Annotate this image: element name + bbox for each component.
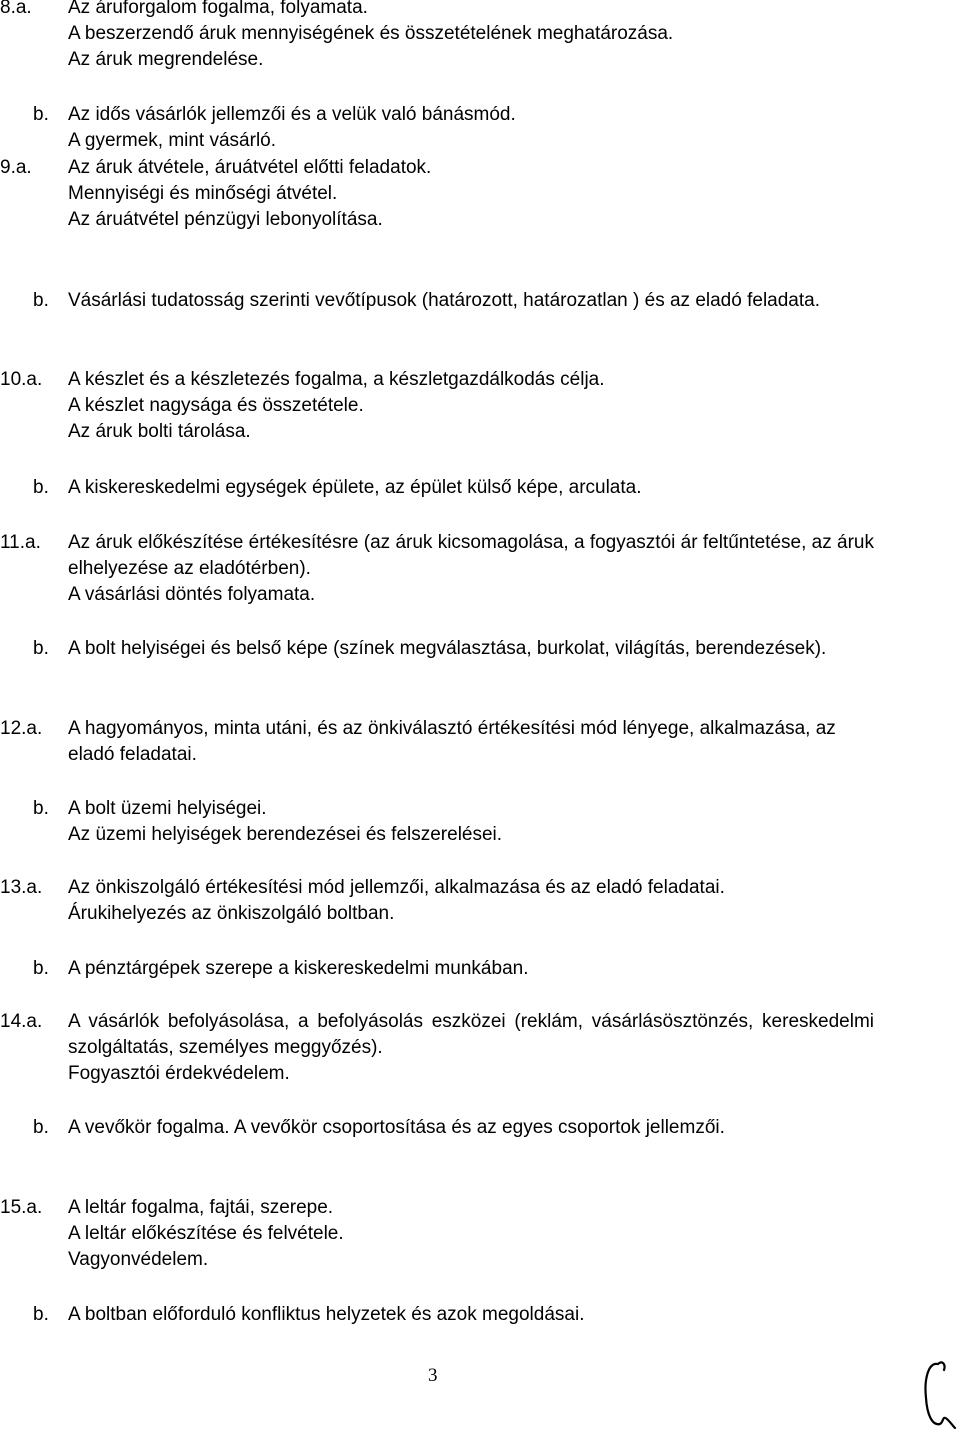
item-line: Az áruforgalom fogalma, folyamata. <box>68 0 368 18</box>
item-body <box>68 155 874 233</box>
item-number: b. <box>33 104 49 125</box>
item-number: b. <box>33 290 49 311</box>
item-line: A gyermek, mint vásárló. <box>68 130 277 151</box>
item-body <box>68 716 874 768</box>
item-body <box>68 796 874 848</box>
item-line: Az idős vásárlók jellemzői és a velük való bánásmód. <box>68 104 516 125</box>
item-line: Az áruk előkészítése értékesítésre (az áruk kicsomagolása, a fogyasztói ár feltűntetése, az áruk elhelyezése az eladótérben). <box>68 532 874 579</box>
item-line: Az üzemi helyiségek berendezései és felszerelései. <box>68 824 503 845</box>
item-number: b. <box>33 958 49 979</box>
item-body <box>68 367 874 445</box>
page-number: 3 <box>428 1365 438 1386</box>
item-line: Az áruk megrendelése. <box>68 49 264 70</box>
item-line: Mennyiségi és minőségi átvétel. <box>68 183 338 204</box>
item-body <box>68 102 874 154</box>
item-line: Vagyonvédelem. <box>68 1249 209 1270</box>
item-line: Az áruátvétel pénzügyi lebonyolítása. <box>68 209 383 230</box>
item-line: Az áruk bolti tárolása. <box>68 421 251 442</box>
item-body <box>68 1009 874 1087</box>
item-number: b. <box>33 1117 49 1138</box>
item-body <box>68 1195 874 1273</box>
item-line: A hagyományos, minta utáni, és az önkiválasztó értékesítési mód lényege, alkalmazása, az eladó feladatai. <box>68 718 836 765</box>
item-number: b. <box>33 638 49 659</box>
item-body <box>68 956 874 982</box>
item-line: A boltban előforduló konfliktus helyzetek és azok megoldásai. <box>68 1304 585 1325</box>
item-number: 14.a. <box>0 1011 43 1032</box>
item-number: 12.a. <box>0 718 43 739</box>
item-line: A bolt helyiségei és belső képe (színek megválasztása, burkolat, világítás, berendezések). <box>68 638 827 659</box>
item-number: 13.a. <box>0 877 43 898</box>
item-line: A vásárlási döntés folyamata. <box>68 584 316 605</box>
item-number: 9.a. <box>0 157 32 178</box>
item-line: A leltár előkészítése és felvétele. <box>68 1223 344 1244</box>
item-line: A vásárlók befolyásolása, a befolyásolás eszközei (reklám, vásárlásösztönzés, kereskedelmi szolgáltatás, személyes meggyőzés). <box>68 1011 874 1058</box>
item-line: Az önkiszolgáló értékesítési mód jellemzői, alkalmazása és az eladó feladatai. <box>68 877 725 898</box>
item-body <box>68 0 874 73</box>
item-number: 8.a. <box>0 0 32 18</box>
item-body <box>68 475 874 501</box>
item-body <box>68 875 874 927</box>
item-line: A bolt üzemi helyiségei. <box>68 798 267 819</box>
item-number: b. <box>33 477 49 498</box>
item-body <box>68 1302 874 1328</box>
signature-mark <box>918 1356 958 1432</box>
item-line: Vásárlási tudatosság szerinti vevőtípusok (határozott, határozatlan ) és az eladó feladata. <box>68 290 820 311</box>
item-body <box>68 288 874 314</box>
item-line: Árukihelyezés az önkiszolgáló boltban. <box>68 903 395 924</box>
item-number: b. <box>33 1304 49 1325</box>
item-number: 11.a. <box>0 532 41 553</box>
item-line: A leltár fogalma, fajtái, szerepe. <box>68 1197 334 1218</box>
item-number: 10.a. <box>0 369 43 390</box>
item-number: 15.a. <box>0 1197 43 1218</box>
item-line: A beszerzendő áruk mennyiségének és összetételének meghatározása. <box>68 23 674 44</box>
item-line: A kiskereskedelmi egységek épülete, az épület külső képe, arculata. <box>68 477 642 498</box>
item-body <box>68 530 874 608</box>
item-line: A vevőkör fogalma. A vevőkör csoportosítása és az egyes csoportok jellemzői. <box>68 1117 725 1138</box>
item-line: A készlet nagysága és összetétele. <box>68 395 364 416</box>
item-line: Fogyasztói érdekvédelem. <box>68 1063 290 1084</box>
item-line: A pénztárgépek szerepe a kiskereskedelmi munkában. <box>68 958 529 979</box>
item-body <box>68 1115 874 1141</box>
item-number: b. <box>33 798 49 819</box>
item-line: Az áruk átvétele, áruátvétel előtti feladatok. <box>68 157 432 178</box>
item-body <box>68 636 874 662</box>
item-line: A készlet és a készletezés fogalma, a készletgazdálkodás célja. <box>68 369 605 390</box>
